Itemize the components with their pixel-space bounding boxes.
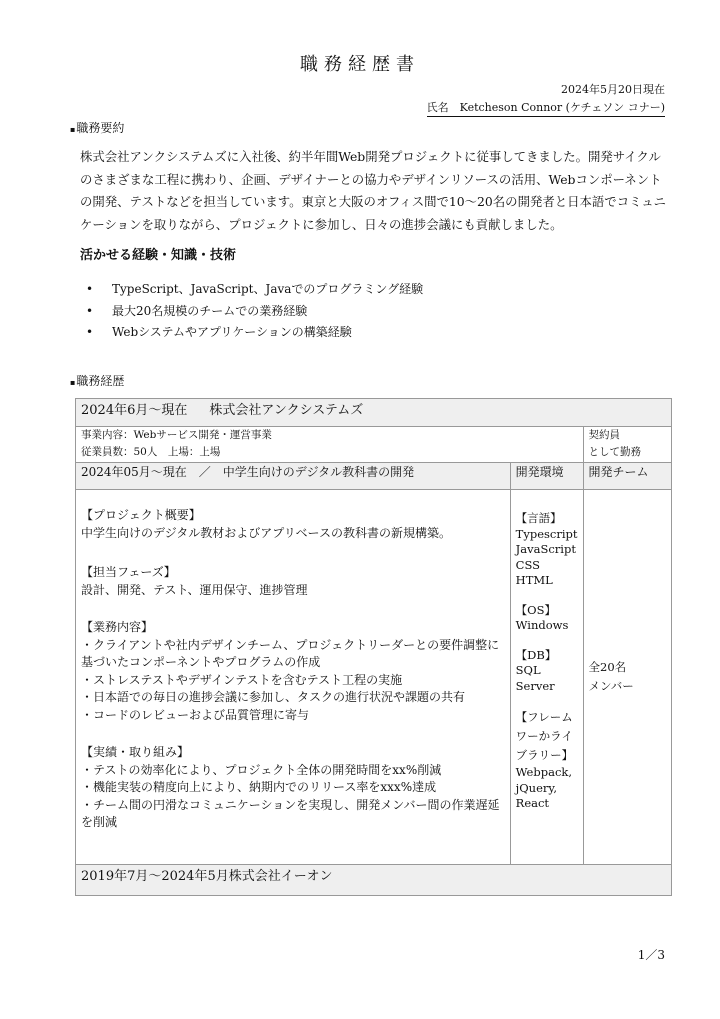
page-number: 1／3	[637, 948, 665, 962]
skills-list	[80, 279, 423, 344]
team-role: メンバー	[588, 679, 634, 693]
env-header: 開発環境	[510, 463, 583, 490]
project-title: 2024年05月〜現在 ／ 中学生向けのデジタル教科書の開発	[76, 463, 511, 490]
project-team	[583, 490, 671, 865]
project-achievements: 【実績・取り組み】 ・テストの効率化により、プロジェクト全体の開発時間をxx%削減 ・機能実装の精度向上により、納期内でのリリース率をxxx%達成 ・チーム間の円滑なコミュニケーションを実現し、開発メンバー間の作業遅延を削減	[81, 744, 505, 832]
group-title: 【言語】	[515, 511, 562, 525]
career-section-label: ▪ 職務経歴	[70, 372, 124, 389]
project-environment	[510, 490, 583, 865]
list-item: • 最大20名規模のチームでの業務経験	[80, 301, 423, 323]
project-body-row	[76, 490, 672, 865]
env-frameworks: 【フレームワーかライブラリー】 Webpack, jQuery, React	[516, 708, 578, 812]
group-title: 【DB】	[515, 647, 557, 662]
applicant-name: 氏名 Ketcheson Connor (ケチェソン コナー)	[427, 99, 665, 117]
team-header: 開発チーム	[583, 463, 671, 490]
skills-heading: 活かせる経験・知識・技術	[80, 248, 237, 263]
group-title: 【担当フェーズ】	[81, 565, 176, 579]
env-db: 【DB】 SQL Server	[516, 648, 578, 695]
env-languages: 【言語】 Typescript JavaScript CSS HTML	[515, 511, 578, 587]
business-row	[76, 427, 672, 463]
summary-text: 株式会社アンクシステムズに入社後、約半年間Web開発プロジェクトに従事してきました。開発サイクルのさまざまな工程に携わり、企画、デザイナーとの協力やデザインリソースの活用、Webコンポーネントの開発、テストなどを担当しています。東京と大阪のオフィス間で10〜20名の開発者と日本語でコミュニケーションを取りながら、プロジェクトに参加し、日々の進捗会議にも貢献しました。	[80, 149, 667, 232]
career-table	[75, 398, 672, 896]
group-title: 【プロジェクト概要】	[81, 508, 201, 522]
team-size: 全20名	[588, 660, 627, 674]
group-title: 【フレームワーかライブラリー】	[515, 710, 574, 762]
project-overview: 【プロジェクト概要】 中学生向けのデジタル教材およびアプリベースの教科書の新規構築。	[81, 507, 505, 542]
company-period: 2024年6月〜現在	[81, 403, 188, 418]
list-item: • Webシステムやアプリケーションの構築経験	[80, 322, 423, 344]
page-title: 職務経歴書	[300, 54, 420, 75]
employee-count: 従業員数：50人 上場：上場	[81, 446, 221, 458]
project-header-row	[76, 463, 672, 490]
env-os: 【OS】 Windows	[516, 603, 578, 634]
document-date: 2024年5月20日現在	[561, 83, 665, 96]
group-title: 【実績・取り組み】	[81, 745, 190, 759]
contract-type: 契約員	[588, 429, 621, 441]
list-item: • TypeScript、JavaScript、Javaでのプログラミング経験	[80, 279, 423, 301]
company-name: 株式会社アンクシステムズ	[209, 403, 364, 418]
group-title: 【OS】	[515, 602, 556, 617]
contract-type-detail: として勤務	[588, 446, 642, 458]
business-description: 事業内容：Webサービス開発・運営事業	[81, 429, 272, 441]
project-duties: 【業務内容】 ・クライアントや社内デザインチーム、プロジェクトリーダーとの要件調整に基づいたコンポーネントやプログラムの作成 ・ストレステストやデザインテストを含むテスト工程の実施 ・日本語での毎日の進捗会議に参加し、タスクの進行状況や課題の共有 ・コードのレビューおよび品質管理に寄与	[81, 619, 505, 724]
company-row	[76, 865, 672, 896]
project-content	[76, 490, 511, 865]
company-period: 2019年7月〜2024年5月	[81, 869, 229, 884]
project-phase: 【担当フェーズ】 設計、開発、テスト、運用保守、進捗管理	[81, 564, 505, 599]
group-title: 【業務内容】	[81, 620, 154, 634]
summary-section-label: ▪ 職務要約	[70, 119, 124, 136]
company-name: 株式会社イーオン	[228, 869, 333, 884]
company-row	[76, 399, 672, 427]
